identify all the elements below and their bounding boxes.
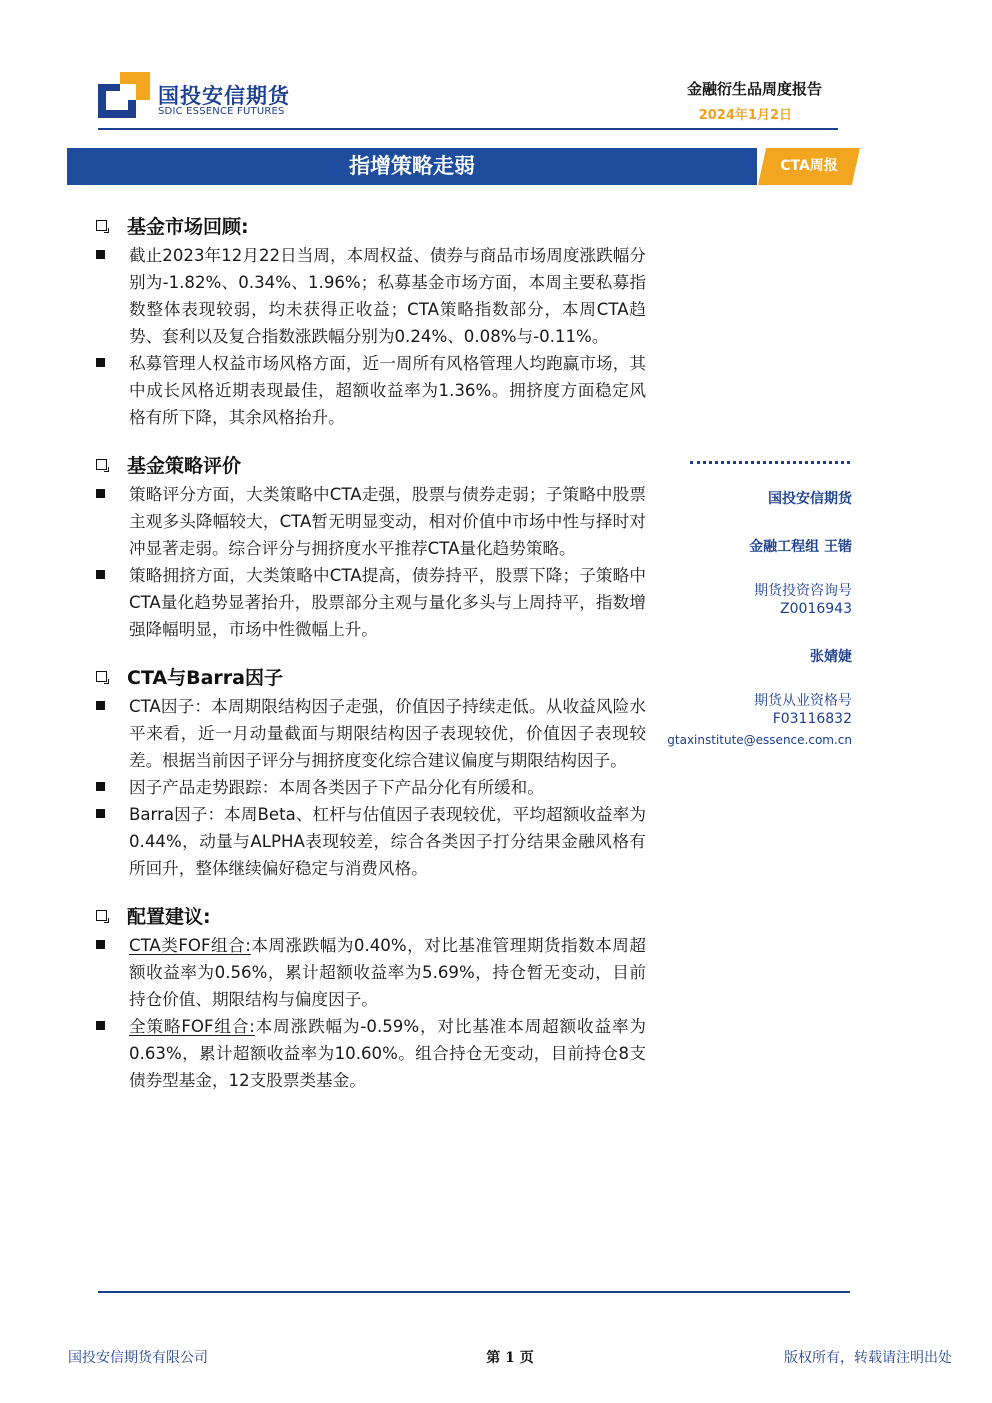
section-cta-barra: [96, 661, 646, 882]
sidebar-license-number: Z0016943: [780, 601, 852, 617]
bullet-icon: [96, 1021, 105, 1030]
list-item: [96, 774, 646, 801]
bullet-icon: [96, 701, 105, 710]
bullet-text: [129, 1013, 646, 1094]
bullet-icon: [96, 940, 105, 949]
bullet-text: 策略拥挤方面，大类策略中CTA提高，债券持平，股票下降；子策略中CTA量化趋势显著抬升，股票部分主观与量化多头与上周持平，指数增强降幅明显，市场中性微幅上升。: [129, 566, 646, 639]
sidebar-license-label: 期货从业资格号: [754, 693, 852, 709]
list-item: [96, 693, 646, 774]
list-item: [96, 481, 646, 562]
bullet-icon: [96, 809, 105, 818]
list-item: [96, 932, 646, 1013]
company-name-cn: 国投安信期货: [158, 84, 290, 108]
portfolio-text: 本周涨跌幅为0.40%，对比基准管理期货指数本周超额收益率为0.56%，累计超额收益率为5.69%，持仓暂无变动，目前持仓价值、期限结构与偏度因子。: [129, 936, 646, 1009]
bullet-text: [129, 932, 646, 1013]
sidebar-divider: [690, 461, 850, 464]
section-allocation-advice: [96, 900, 646, 1094]
bullet-text: 策略评分方面，大类策略中CTA走强，股票与债券走弱；子策略中股票主观多头降幅较大，CTA暂无明显变动，相对价值中市场中性与择时对冲显著走弱。综合评分与拥挤度水平推荐CTA量化趋势策略。: [129, 485, 646, 558]
sidebar-email-link[interactable]: gtaxinstitute@essence.com.cn: [667, 733, 852, 747]
bullet-text: Barra因子：本周Beta、杠杆与估值因子表现较优，平均超额收益率为0.44%，动量与ALPHA表现较差，综合各类因子打分结果金融风格有所回升，整体继续偏好稳定与消费风格。: [129, 805, 646, 878]
report-tag: CTA周报: [780, 158, 838, 174]
footer-divider: [98, 1291, 850, 1293]
sidebar-license-number: F03116832: [772, 711, 852, 727]
report-date: 2024年1月2日: [698, 108, 792, 123]
section-title: 配置建议:: [127, 905, 211, 928]
bullet-text: 私募管理人权益市场风格方面，近一周所有风格管理人均跑赢市场，其中成长风格近期表现最佳，超额收益率为1.36%。拥挤度方面稳定风格有所下降，其余风格抬升。: [129, 354, 646, 427]
main-content: [96, 210, 646, 1112]
report-title: 指增策略走弱: [349, 154, 475, 178]
list-item: [96, 350, 646, 431]
list-item: [96, 242, 646, 350]
bullet-text: CTA因子：本周期限结构因子走强，价值因子持续走低。从收益风险水平来看，近一月动量截面与期限结构因子表现较优，价值因子表现较差。根据当前因子评分与拥挤度变化综合建议偏度与期限结构因子。: [129, 697, 646, 770]
company-logo-icon: [98, 72, 150, 118]
sidebar-analyst: 张婧婕: [810, 649, 852, 665]
sidebar-license-label: 期货投资咨询号: [754, 583, 852, 599]
report-type: 金融衍生品周度报告: [686, 80, 822, 98]
bullet-icon: [96, 358, 105, 367]
bullet-icon: [96, 250, 105, 259]
checkbox-icon: [96, 459, 107, 470]
sidebar-company: 国投安信期货: [768, 491, 852, 507]
section-header: [96, 900, 646, 930]
sidebar-team-analyst: 金融工程组 王锴: [749, 539, 852, 555]
header-divider: [98, 128, 838, 130]
portfolio-label: 全策略FOF组合:: [129, 1017, 255, 1036]
section-header: [96, 210, 646, 240]
checkbox-icon: [96, 220, 107, 231]
bullet-icon: [96, 489, 105, 498]
section-strategy-evaluation: [96, 449, 646, 643]
bullet-icon: [96, 782, 105, 791]
bullet-text: 因子产品走势跟踪：本周各类因子下产品分化有所缓和。: [129, 778, 544, 797]
company-name-en: SDIC ESSENCE FUTURES: [158, 106, 285, 117]
bullet-icon: [96, 570, 105, 579]
checkbox-icon: [96, 671, 107, 682]
list-item: [96, 562, 646, 643]
page-number: 第 1 页: [486, 1350, 534, 1366]
portfolio-text: 本周涨跌幅为-0.59%，对比基准本周超额收益率为0.63%，累计超额收益率为10.60%。组合持仓无变动，目前持仓8支债券型基金，12支股票类基金。: [129, 1017, 646, 1090]
section-title: 基金策略评价: [127, 454, 242, 477]
list-item: [96, 1013, 646, 1094]
checkbox-icon: [96, 910, 107, 921]
footer-company: 国投安信期货有限公司: [68, 1350, 208, 1366]
section-title: 基金市场回顾:: [127, 215, 249, 238]
portfolio-label: CTA类FOF组合:: [129, 936, 251, 955]
section-header: [96, 449, 646, 479]
bullet-text: 截止2023年12月22日当周，本周权益、债券与商品市场周度涨跌幅分别为-1.82%、0.34%、1.96%；私募基金市场方面，本周主要私募指数整体表现较弱，均未获得正收益；CTA策略指数部分，本周CTA趋势、套利以及复合指数涨跌幅分别为0.24%、0.08%与-0.11%。: [129, 246, 646, 346]
list-item: [96, 801, 646, 882]
section-market-review: [96, 210, 646, 431]
footer-copyright: 版权所有，转载请注明出处: [784, 1350, 952, 1366]
section-title: CTA与Barra因子: [127, 666, 283, 689]
section-header: [96, 661, 646, 691]
